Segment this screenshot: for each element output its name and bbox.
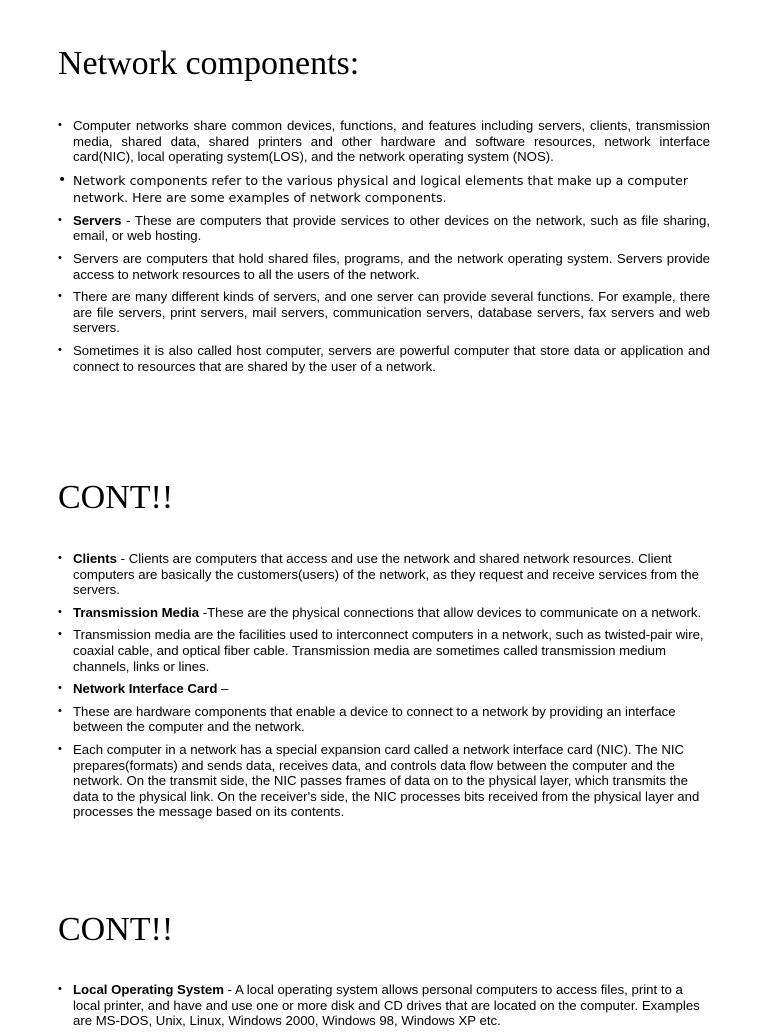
- bullet-text: These are hardware components that enable a device to connect to a network by providing an interface between the computer and the network.: [73, 703, 676, 735]
- list-item: [58, 551, 710, 598]
- slide-2-title: CONT!!: [58, 479, 174, 516]
- bullet-text: Each computer in a network has a special expansion card called a network interface card (NIC). The NIC prepares(formats) and sends data, receives data, and controls data flow between the computer and the network. On the transmit side, the NIC passes frames of data on to the physical layer, which transmits the data to the physical link. On the receiver's side, the NIC processes bits received from the physical layer and processes the message based on its contents.: [73, 741, 700, 820]
- bullet-icon: •: [58, 983, 62, 995]
- bullet-icon: •: [58, 552, 62, 564]
- slide-2-bullet-list: [58, 551, 710, 827]
- bullet-icon: •: [58, 171, 67, 188]
- bullet-icon: •: [58, 119, 62, 131]
- bullet-lead: Local Operating System: [73, 982, 224, 997]
- slide-1-title: Network components:: [58, 45, 360, 82]
- slide-3-title: CONT!!: [58, 911, 174, 948]
- bullet-icon: •: [58, 628, 62, 641]
- list-item: [58, 251, 710, 282]
- bullet-icon: •: [58, 213, 62, 226]
- list-item: [58, 289, 710, 336]
- bullet-icon: •: [58, 605, 62, 618]
- list-item: [58, 605, 710, 621]
- list-item: [58, 172, 710, 206]
- bullet-icon: •: [58, 290, 62, 303]
- list-item: [58, 681, 710, 697]
- bullet-text: - These are computers that provide services to other devices on the network, such as file sharing, email, or web hosting.: [73, 212, 710, 244]
- bullet-lead: Clients: [73, 551, 117, 566]
- list-item: [58, 982, 710, 1029]
- bullet-lead: Servers: [73, 212, 122, 228]
- bullet-icon: •: [58, 343, 62, 356]
- bullet-text: Sometimes it is also called host computer, servers are powerful computer that store data or application and connect to resources that are shared by the user of a network.: [73, 342, 710, 374]
- bullet-text: - A local operating system allows personal computers to access files, print to a local printer, and have and use one or more disk and CD drives that are located on the computer. Examples are MS-DOS, Unix, Linux, Windows 2000, Windows 98, Windows XP etc.: [73, 982, 700, 1029]
- list-item: [58, 627, 710, 674]
- bullet-lead: Transmission Media: [73, 604, 200, 620]
- bullet-text: –: [217, 681, 229, 697]
- bullet-text: Computer networks share common devices, functions, and features including servers, clients, transmission media, shared data, shared printers and other hardware and software resources, network interface card(NIC), local operating system(LOS), and the network operating system (NOS).: [73, 118, 710, 165]
- list-item: [58, 343, 710, 374]
- bullet-icon: •: [58, 742, 62, 755]
- list-item: [58, 704, 710, 735]
- list-item: [58, 118, 710, 165]
- bullet-icon: •: [58, 251, 62, 264]
- bullet-text: - Clients are computers that access and use the network and shared network resources. Client computers are basically the customers(users) of the network, as they request and receive services from the servers.: [73, 551, 699, 598]
- bullet-text: Network components refer to the various physical and logical elements that make up a computer network. Here are some examples of network components.: [73, 172, 689, 205]
- slide-3-bullet-list: [58, 982, 710, 1036]
- list-item: [58, 213, 710, 244]
- bullet-text: -These are the physical connections that allow devices to communicate on a network.: [199, 604, 702, 620]
- bullet-text: Transmission media are the facilities used to interconnect computers in a network, such as twisted-pair wire, coaxial cable, and optical fiber cable. Transmission media are sometimes called transmission medium channels, links or lines.: [73, 627, 704, 674]
- bullet-icon: •: [58, 704, 62, 717]
- slide-1-bullet-list: [58, 118, 710, 381]
- bullet-icon: •: [58, 682, 62, 695]
- bullet-text: There are many different kinds of servers, and one server can provide several functions. For example, there are file servers, print servers, mail servers, communication servers, database servers, fax servers and web servers.: [73, 289, 710, 336]
- bullet-text: Servers are computers that hold shared files, programs, and the network operating system. Servers provide access to network resources to all the users of the network.: [73, 250, 710, 282]
- list-item: [58, 742, 710, 820]
- bullet-lead: Network Interface Card: [73, 681, 218, 697]
